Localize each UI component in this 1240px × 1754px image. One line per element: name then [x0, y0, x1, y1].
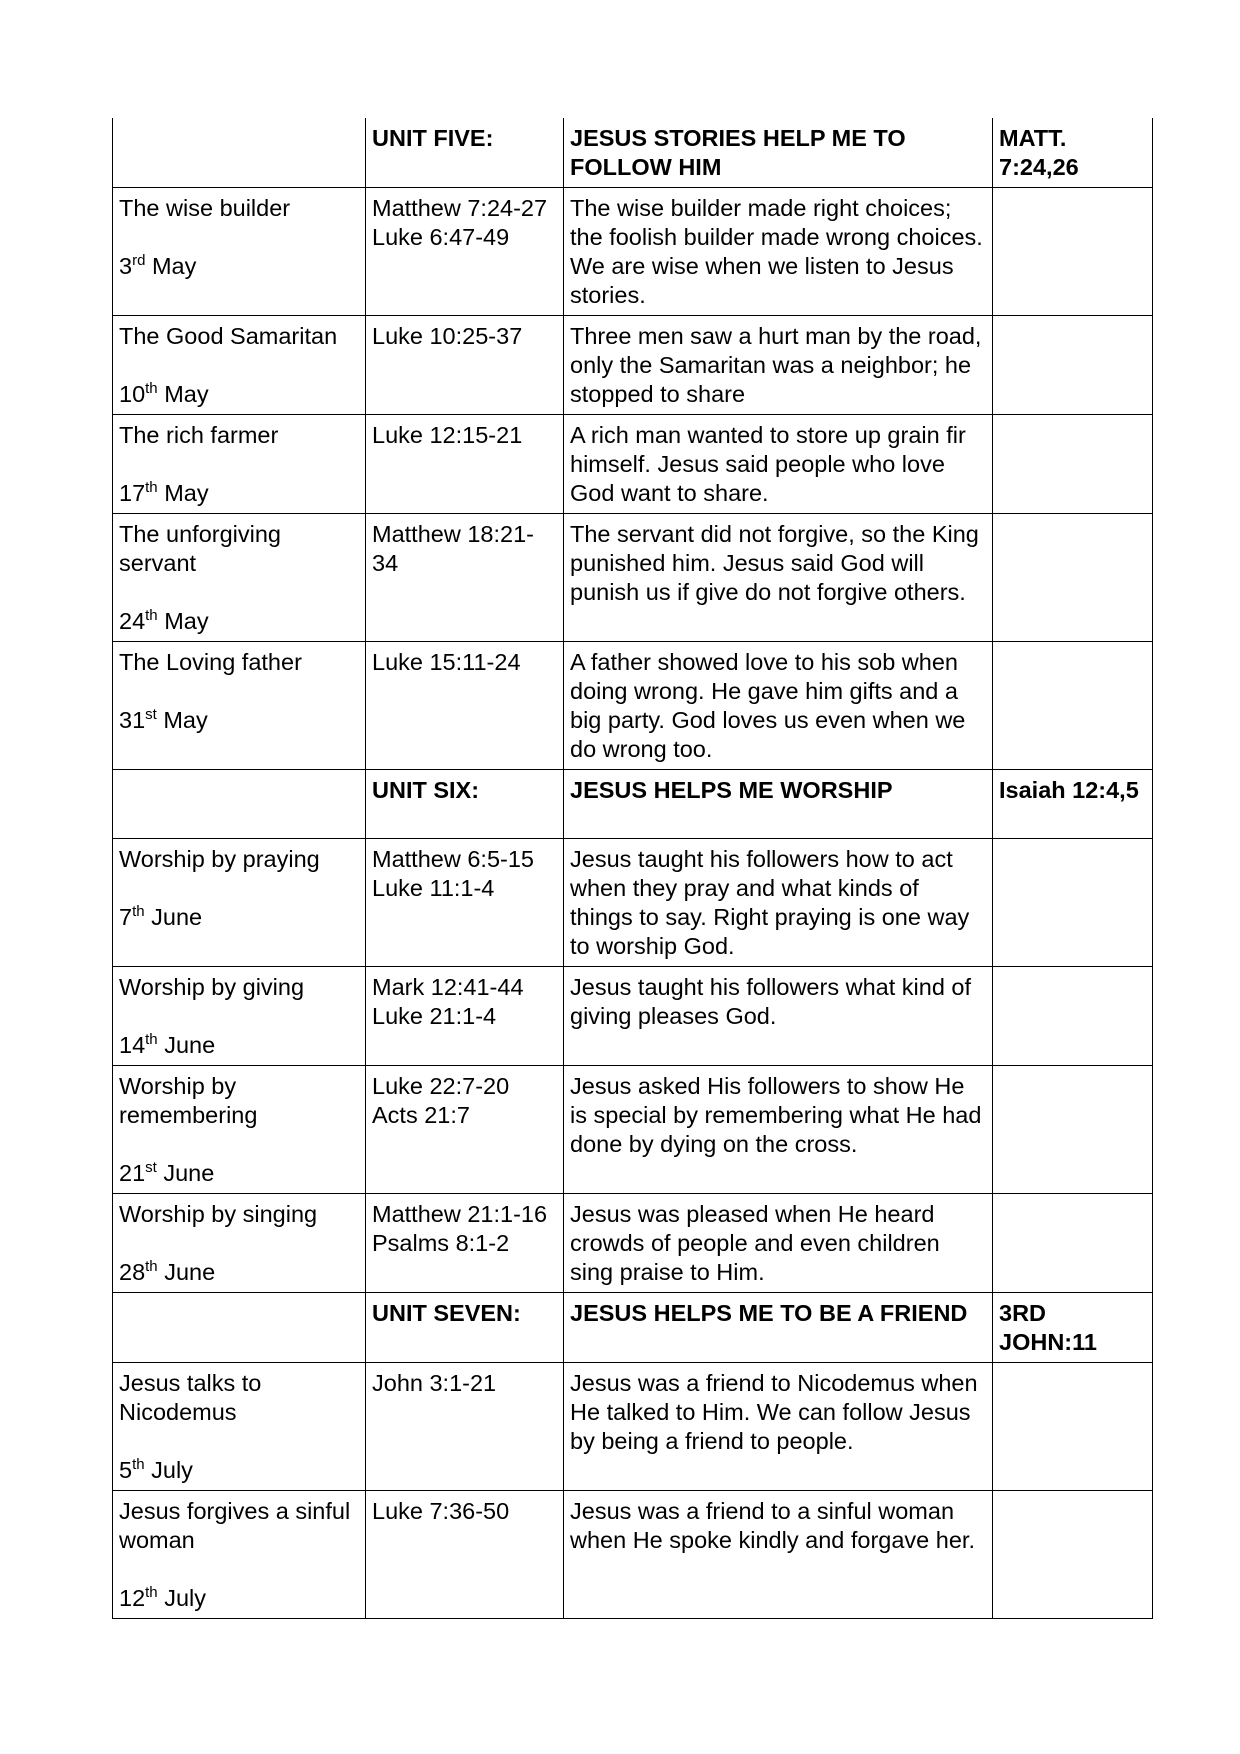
- lesson-references: [366, 967, 564, 1066]
- lesson-title-date-cell: [113, 1066, 366, 1194]
- lesson-title-date-cell: [113, 188, 366, 316]
- lesson-title-date-cell: [113, 316, 366, 415]
- lesson-title-date-cell: [113, 415, 366, 514]
- lesson-date-month: June: [163, 1160, 215, 1186]
- lesson-notes-cell: [993, 642, 1153, 770]
- lesson-title: The Good Samaritan: [119, 323, 338, 349]
- lesson-references-text: Luke 7:36-50: [372, 1498, 510, 1524]
- lesson-date-month: June: [164, 1032, 216, 1058]
- unit-theme: JESUS HELPS ME WORSHIP: [564, 770, 993, 839]
- lesson-row: [113, 967, 1153, 1066]
- lesson-date-suffix: th: [145, 607, 158, 625]
- lesson-date-day: 28: [119, 1259, 146, 1285]
- title-date-gap: [119, 578, 359, 607]
- unit-label: UNIT FIVE:: [366, 118, 564, 188]
- lesson-summary: A rich man wanted to store up grain fir himself. Jesus said people who love God want to share.: [564, 415, 993, 514]
- lesson-title: Worship by praying: [119, 846, 320, 872]
- lesson-date: [119, 1159, 359, 1188]
- lesson-date-month: May: [164, 608, 209, 634]
- title-date-gap: [119, 223, 359, 252]
- lesson-date-day: 31: [119, 707, 146, 733]
- lesson-title-date-cell: [113, 1491, 366, 1619]
- lesson-title: Jesus talks to Nicodemus: [119, 1370, 268, 1425]
- unit-label: UNIT SIX:: [366, 770, 564, 839]
- lesson-title: Jesus forgives a sinful woman: [119, 1498, 357, 1553]
- lesson-date-day: 7: [119, 904, 133, 930]
- lesson-date-suffix: st: [145, 706, 157, 724]
- lesson-date-day: 12: [119, 1585, 146, 1611]
- lesson-title: The wise builder: [119, 195, 291, 221]
- lesson-references-text: Matthew 7:24-27 Luke 6:47-49: [372, 195, 548, 250]
- lesson-date-suffix: th: [145, 1584, 158, 1602]
- title-date-gap: [119, 1229, 359, 1258]
- lesson-date: [119, 1031, 359, 1060]
- lesson-summary: Jesus was a friend to a sinful woman when He spoke kindly and forgave her.: [564, 1491, 993, 1619]
- lesson-references-text: Luke 15:11-24: [372, 649, 521, 675]
- title-date-gap: [119, 1130, 359, 1159]
- lesson-date-day: 24: [119, 608, 146, 634]
- lesson-references-text: Luke 10:25-37: [372, 323, 523, 349]
- lesson-date: [119, 380, 359, 409]
- lesson-title-date-cell: [113, 514, 366, 642]
- lesson-title-date-cell: [113, 1363, 366, 1491]
- unit-memory-verse: 3RD JOHN:11: [993, 1293, 1153, 1363]
- lesson-references-text: John 3:1-21: [372, 1370, 497, 1396]
- lesson-date-day: 14: [119, 1032, 146, 1058]
- lesson-date: [119, 706, 359, 735]
- lesson-row: [113, 839, 1153, 967]
- lesson-title-date-cell: [113, 642, 366, 770]
- lesson-notes-cell: [993, 1194, 1153, 1293]
- lesson-notes-cell: [993, 1491, 1153, 1619]
- lesson-date-month: July: [151, 1457, 193, 1483]
- lesson-summary: Three men saw a hurt man by the road, only the Samaritan was a neighbor; he stopped to share: [564, 316, 993, 415]
- lesson-references: [366, 1066, 564, 1194]
- lesson-date-suffix: th: [132, 903, 145, 921]
- lesson-plan-body: [113, 118, 1153, 1619]
- lesson-date-suffix: th: [145, 479, 158, 497]
- title-date-gap: [119, 1555, 359, 1584]
- lesson-date-month: July: [164, 1585, 206, 1611]
- lesson-date-suffix: rd: [132, 252, 146, 270]
- lesson-title: Worship by giving: [119, 974, 305, 1000]
- lesson-notes-cell: [993, 415, 1153, 514]
- lesson-references: [366, 1491, 564, 1619]
- lesson-summary: The wise builder made right choices; the foolish builder made wrong choices. We are wise when we listen to Jesus stories.: [564, 188, 993, 316]
- lesson-date-suffix: th: [145, 380, 158, 398]
- lesson-date-month: May: [164, 381, 209, 407]
- lesson-title-date-cell: [113, 1194, 366, 1293]
- lesson-notes-cell: [993, 967, 1153, 1066]
- lesson-title-date-cell: [113, 967, 366, 1066]
- unit-header-row: [113, 770, 1153, 839]
- lesson-date-month: June: [164, 1259, 216, 1285]
- unit-empty-cell: [113, 770, 366, 839]
- lesson-summary: A father showed love to his sob when doing wrong. He gave him gifts and a big party. God loves us even when we do wrong too.: [564, 642, 993, 770]
- lesson-row: [113, 642, 1153, 770]
- lesson-title: The rich farmer: [119, 422, 279, 448]
- lesson-summary: Jesus was pleased when He heard crowds of people and even children sing praise to Him.: [564, 1194, 993, 1293]
- unit-memory-verse: MATT. 7:24,26: [993, 118, 1153, 188]
- lesson-date-day: 17: [119, 480, 146, 506]
- title-date-gap: [119, 351, 359, 380]
- title-date-gap: [119, 1427, 359, 1456]
- lesson-title: Worship by singing: [119, 1201, 318, 1227]
- lesson-title-date-cell: [113, 839, 366, 967]
- lesson-references: [366, 415, 564, 514]
- lesson-references: [366, 514, 564, 642]
- lesson-date-suffix: th: [145, 1258, 158, 1276]
- lesson-summary: Jesus was a friend to Nicodemus when He talked to Him. We can follow Jesus by being a friend to people.: [564, 1363, 993, 1491]
- lesson-references-text: Matthew 6:5-15 Luke 11:1-4: [372, 846, 534, 901]
- lesson-plan-table: [112, 118, 1153, 1619]
- lesson-references: [366, 1194, 564, 1293]
- lesson-notes-cell: [993, 839, 1153, 967]
- title-date-gap: [119, 1002, 359, 1031]
- unit-header-row: [113, 118, 1153, 188]
- lesson-notes-cell: [993, 1363, 1153, 1491]
- lesson-references: [366, 839, 564, 967]
- unit-empty-cell: [113, 118, 366, 188]
- lesson-notes-cell: [993, 188, 1153, 316]
- lesson-row: [113, 1066, 1153, 1194]
- lesson-date-month: May: [163, 707, 208, 733]
- lesson-summary: Jesus taught his followers how to act when they pray and what kinds of things to say. Right praying is one way to worship God.: [564, 839, 993, 967]
- lesson-date: [119, 479, 359, 508]
- lesson-summary: The servant did not forgive, so the King punished him. Jesus said God will punish us if give do not forgive others.: [564, 514, 993, 642]
- lesson-summary: Jesus taught his followers what kind of giving pleases God.: [564, 967, 993, 1066]
- unit-theme: JESUS HELPS ME TO BE A FRIEND: [564, 1293, 993, 1363]
- lesson-references-text: Luke 12:15-21: [372, 422, 523, 448]
- lesson-title: The unforgiving servant: [119, 521, 288, 576]
- lesson-date-day: 10: [119, 381, 146, 407]
- lesson-date-suffix: st: [145, 1159, 157, 1177]
- unit-empty-cell: [113, 1293, 366, 1363]
- lesson-date-month: June: [151, 904, 203, 930]
- lesson-date-suffix: th: [145, 1031, 158, 1049]
- lesson-row: [113, 1363, 1153, 1491]
- lesson-date-month: May: [151, 253, 197, 279]
- lesson-references: [366, 316, 564, 415]
- lesson-references-text: Matthew 21:1-16 Psalms 8:1-2: [372, 1201, 548, 1256]
- title-date-gap: [119, 874, 359, 903]
- lesson-references-text: Mark 12:41-44 Luke 21:1-4: [372, 974, 524, 1029]
- title-date-gap: [119, 677, 359, 706]
- lesson-notes-cell: [993, 1066, 1153, 1194]
- lesson-date: [119, 607, 359, 636]
- lesson-references: [366, 642, 564, 770]
- lesson-date: [119, 903, 359, 932]
- lesson-date: [119, 1584, 359, 1613]
- lesson-references: [366, 1363, 564, 1491]
- lesson-date-day: 21: [119, 1160, 146, 1186]
- lesson-date: [119, 1456, 359, 1485]
- lesson-row: [113, 188, 1153, 316]
- unit-label: UNIT SEVEN:: [366, 1293, 564, 1363]
- lesson-notes-cell: [993, 514, 1153, 642]
- unit-header-row: [113, 1293, 1153, 1363]
- lesson-date: [119, 252, 359, 281]
- lesson-title: Worship by remembering: [119, 1073, 258, 1128]
- lesson-row: [113, 1194, 1153, 1293]
- lesson-row: [113, 415, 1153, 514]
- title-date-gap: [119, 450, 359, 479]
- lesson-notes-cell: [993, 316, 1153, 415]
- lesson-references: [366, 188, 564, 316]
- lesson-references-text: Matthew 18:21-34: [372, 521, 534, 576]
- lesson-row: [113, 514, 1153, 642]
- lesson-title: The Loving father: [119, 649, 302, 675]
- lesson-row: [113, 316, 1153, 415]
- lesson-summary: Jesus asked His followers to show He is special by remembering what He had done by dying on the cross.: [564, 1066, 993, 1194]
- lesson-references-text: Luke 22:7-20 Acts 21:7: [372, 1073, 510, 1128]
- unit-theme: JESUS STORIES HELP ME TO FOLLOW HIM: [564, 118, 993, 188]
- lesson-date: [119, 1258, 359, 1287]
- lesson-date-day: 3: [119, 253, 133, 279]
- lesson-date-day: 5: [119, 1457, 133, 1483]
- unit-memory-verse: Isaiah 12:4,5: [993, 770, 1153, 839]
- lesson-row: [113, 1491, 1153, 1619]
- lesson-date-suffix: th: [132, 1456, 145, 1474]
- lesson-date-month: May: [164, 480, 209, 506]
